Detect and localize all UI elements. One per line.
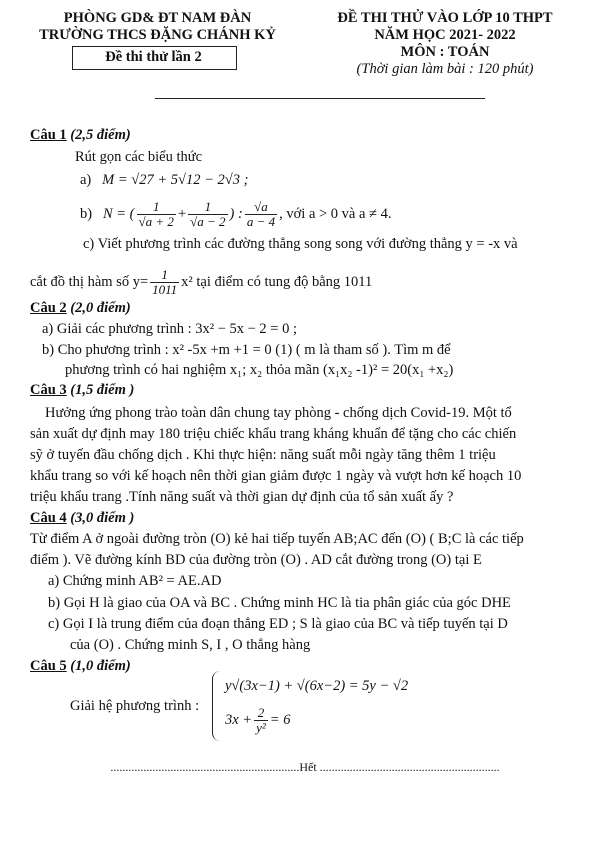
school-name: TRƯỜNG THCS ĐẶNG CHÁNH KỶ: [39, 27, 276, 43]
q1-b-label: b): [80, 205, 93, 222]
q2-a: a) Giải các phương trình : 3x² − 5x − 2 = 0 ;: [42, 321, 298, 337]
q1-title: Câu 1: [30, 127, 67, 143]
q5-eq2-frac: $\frac{2}{\text{y²}}$: [256, 705, 266, 735]
q4-b: b) Gọi H là giao của OA và BC . Chứng minh HC là tia phân giác của góc DHE: [48, 595, 511, 611]
exam-year: NĂM HỌC 2021- 2022: [374, 27, 516, 43]
q4-points: (3,0 điểm ): [70, 510, 135, 526]
exam-time: (Thời gian làm bài : 120 phút): [356, 61, 534, 77]
q5-heading: [30, 658, 131, 675]
q4-c-line1: c) Gọi I là trung điểm của đoạn thẳng ED ; S là giao của BC và tiếp tuyến tại D: [48, 616, 508, 632]
q4-title: Câu 4: [30, 510, 67, 526]
q5-points: (1,0 điểm): [70, 658, 131, 674]
q4-line-2: điểm ). Vẽ đường kính BD của đường tròn (O) . AD cắt đường trong (O) tại E: [30, 552, 482, 568]
q3-line-5: triệu khẩu trang .Tính năng suất và thời gian dự định của tổ sản xuất ấy ?: [30, 489, 454, 505]
q1-b-start: N = (: [102, 205, 135, 222]
q1-points: (2,5 điểm): [70, 127, 131, 143]
dept-name: PHÒNG GD& ĐT NAM ĐÀN: [63, 10, 252, 26]
q2-points: (2,0 điểm): [70, 300, 131, 316]
q1-b-frac3: $\frac{√a}{a - 4}$: [246, 199, 276, 229]
q2-heading: [30, 300, 131, 317]
q1-b-frac2: $\frac{1}{√a - 2}$: [190, 199, 226, 229]
q1-c-start: cắt đồ thị hàm số y=: [30, 273, 149, 290]
header-divider: [155, 98, 485, 99]
q1-intro: Rút gọn các biểu thức: [75, 149, 203, 165]
q3-line-4: khẩu trang so với kế hoạch nên thời gian giảm được 1 ngày và vượt hơn kế hoạch 10: [30, 468, 522, 484]
q4-a: a) Chứng minh AB² = AE.AD: [48, 573, 222, 589]
q3-heading: [30, 382, 134, 399]
q5-eq2-start: 3x +: [225, 711, 253, 728]
q5-eq1: y√(3x−1) + √(6x−2) = 5y − √2: [225, 678, 409, 694]
q1-a: [80, 172, 248, 189]
q1-b-plus: +: [177, 205, 187, 222]
q4-line-1: Từ điểm A ở ngoài đường tròn (O) kẻ hai tiếp tuyến AB;AC đến (O) ( B;C là các tiếp: [30, 531, 524, 547]
exam-title: ĐỀ THI THỬ VÀO LỚP 10 THPT: [337, 10, 553, 26]
q1-c-line2: [30, 268, 372, 297]
q5-title: Câu 5: [30, 658, 67, 674]
q4-c-line2: của (O) . Chứng minh S, I , O thẳng hàng: [70, 637, 311, 653]
q1-heading: [30, 127, 131, 144]
q3-line-2: sản xuất dự định may 180 triệu chiếc khẩu trang kháng khuẩn để tặng cho các chiến: [30, 426, 517, 442]
exam-subject: MÔN : TOÁN: [400, 44, 490, 60]
q3-line-1: Hưởng ứng phong trào toàn dân chung tay phòng - chống dịch Covid-19. Một tổ: [45, 405, 512, 421]
q5-eq2: [225, 706, 290, 735]
q1-c-line1: c) Viết phương trình các đường thẳng song song với đường thẳng y = -x và: [83, 236, 518, 252]
q3-line-3: sỹ ở tuyến đầu chống dịch . Khi thực hiện: năng suất mỗi ngày tăng thêm 1 triệu: [30, 447, 496, 463]
q2-title: Câu 2: [30, 300, 67, 316]
q1-b: [80, 200, 392, 229]
q5-eq2-end: = 6: [269, 711, 291, 728]
end-marker: ...............................................................Hết ............................................................: [110, 760, 500, 774]
q1-c-end: x² tại điểm có tung độ bằng 1011: [181, 273, 373, 290]
q1-b-cond: , với a > 0 và a ≠ 4.: [279, 205, 392, 222]
q1-a-expr: M = √27 + 5√12 − 2√3 ;: [102, 172, 249, 188]
q1-b-close: ) :: [229, 205, 243, 222]
attempt-label: Đề thi thử lần 2: [105, 49, 202, 65]
q3-points: (1,5 điểm ): [70, 382, 135, 398]
q4-heading: [30, 510, 134, 527]
q2-b-line1: b) Cho phương trình : x² -5x +m +1 = 0 (1) ( m là tham số ). Tìm m để: [42, 342, 451, 358]
q2-b-line2: phương trình có hai nghiệm x₁; x₂ thỏa mãn (x₁x₂ -1)² = 20(x₁ +x₂): [65, 362, 454, 378]
q1-b-frac1: $\frac{1}{√a + 2}$: [138, 199, 174, 229]
q1-a-label: a): [80, 172, 92, 188]
q3-title: Câu 3: [30, 382, 67, 398]
q5-system-brace: [212, 671, 223, 741]
q1-c-frac: $\frac{1}{1011}$: [152, 267, 178, 297]
q5-intro: Giải hệ phương trình :: [70, 698, 200, 714]
